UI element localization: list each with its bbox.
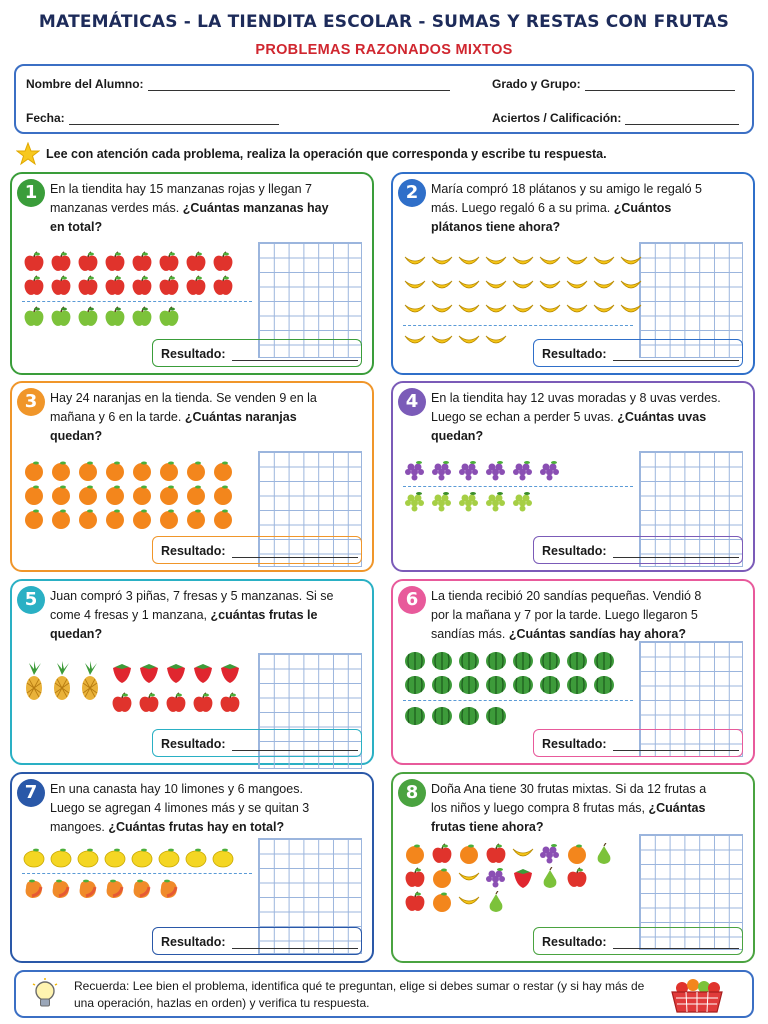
fruit-illustration [403,250,643,353]
result-label: Resultado: [542,347,607,361]
apple-red-icon [430,843,454,865]
problem-text [50,389,340,446]
problem-question: ¿Cuántos plátanos tiene ahora? [431,201,672,234]
mango-icon [22,878,46,900]
problem-statement: La tienda recibió 20 sandías pequeñas. Vendió 8 por la mañana y 7 por la tarde. Luego llegaron 5 sandías más. [431,589,702,641]
problem-text [50,180,340,237]
fruit-illustration [403,459,633,514]
banana-icon [619,251,643,273]
fruit-illustration [22,459,235,531]
apple-green-icon [49,306,73,328]
orange-icon [184,508,208,530]
lightbulb-icon [30,978,60,1017]
apple-red-icon [49,275,73,297]
apple-red-icon [484,843,508,865]
apple-green-icon [103,306,127,328]
orange-icon [211,508,235,530]
problem-question: ¿Cuántas sandías hay ahora? [508,627,686,641]
problem-statement: En la tiendita hay 15 manzanas rojas y llegan 7 manzanas verdes más. [50,182,312,215]
problem-statement: María compró 18 plátanos y su amigo le regaló 5 más. Luego regaló 6 a su prima. [431,182,702,215]
orange-icon [76,508,100,530]
page-title: MATEMÁTICAS - LA TIENDITA ESCOLAR - SUMAS Y RESTAS CON FRUTAS [38,12,730,32]
apple-red-icon [130,275,154,297]
problem-number-badge: 3 [17,388,45,416]
orange-icon [130,484,154,506]
fruit-illustration [403,649,633,728]
orange-icon [22,460,46,482]
apple-red-icon [403,891,427,913]
result-label: Resultado: [542,935,607,949]
banana-icon [511,275,535,297]
problem-number-badge: 7 [17,779,45,807]
student-name-label: Nombre del Alumno: [26,77,144,91]
banana-icon [592,275,616,297]
problem-question: ¿cuántas frutas le quedan? [50,608,318,641]
problem-text [50,780,340,837]
watermelon-icon [484,705,508,727]
orange-icon [76,484,100,506]
problem-card-2 [391,172,755,375]
pear-icon [484,891,508,913]
problem-card-3 [10,381,374,572]
grape-purple-icon [430,460,454,482]
watermelon-icon [457,705,481,727]
apple-red-icon [137,692,161,714]
lemon-icon [184,847,208,869]
orange-icon [403,843,427,865]
strawberry-icon [511,867,535,889]
grape-purple-icon [511,460,535,482]
pineapple-icon [50,661,74,706]
banana-icon [403,330,427,352]
apple-red-icon [184,251,208,273]
orange-icon [130,508,154,530]
apple-red-icon [403,867,427,889]
result-line[interactable] [613,740,739,751]
watermelon-icon [511,650,535,672]
problem-question: ¿Cuántas manzanas hay en total? [50,201,329,234]
score-label: Aciertos / Calificación: [492,111,622,125]
student-name-field[interactable] [26,77,450,91]
pineapple-icon [78,661,102,706]
banana-icon [403,275,427,297]
grape-purple-icon [538,460,562,482]
problem-question: ¿Cuántas frutas hay en total? [108,820,285,834]
result-label: Resultado: [161,347,226,361]
banana-icon [565,299,589,321]
apple-green-icon [76,306,100,328]
apple-red-icon [565,867,589,889]
problem-statement: Juan compró 3 piñas, 7 fresas y 5 manzanas. Si se come 4 fresas y 1 manzana, [50,589,334,622]
problem-text [431,780,721,837]
divider-line [403,700,633,701]
banana-icon [457,867,481,889]
banana-icon [484,275,508,297]
problem-question: ¿Cuántas naranjas quedan? [50,410,297,443]
banana-icon [430,251,454,273]
problem-statement: Doña Ana tiene 30 frutas mixtas. Si da 12 frutas a los niños y luego compra 8 frutas más, [431,782,707,815]
apple-red-icon [76,251,100,273]
mango-icon [49,878,73,900]
grape-purple-icon [403,460,427,482]
grape-purple-icon [484,460,508,482]
pear-icon [592,843,616,865]
watermelon-icon [538,650,562,672]
grape-green-icon [484,491,508,513]
fruit-illustration [22,250,252,329]
result-line[interactable] [232,938,358,949]
grape-green-icon [430,491,454,513]
orange-icon [130,460,154,482]
grade-group-field[interactable] [492,77,735,91]
reminder-box [14,970,754,1018]
result-field[interactable] [152,339,362,367]
lemon-icon [130,847,154,869]
strawberry-icon [110,662,134,684]
result-line[interactable] [232,740,358,751]
grade-group-label: Grado y Grupo: [492,77,581,91]
problem-card-8 [391,772,755,963]
apple-red-icon [103,275,127,297]
orange-icon [49,484,73,506]
fruit-illustration [22,846,252,901]
problem-question: ¿Cuántas uvas quedan? [431,410,707,443]
apple-red-icon [164,692,188,714]
grape-purple-icon [484,867,508,889]
problem-card-1 [10,172,374,375]
page-subtitle: PROBLEMAS RAZONADOS MIXTOS [255,42,513,58]
banana-icon [592,251,616,273]
banana-icon [430,330,454,352]
divider-line [403,325,633,326]
mango-icon [103,878,127,900]
result-label: Resultado: [161,737,226,751]
problem-number-badge: 2 [398,179,426,207]
lemon-icon [49,847,73,869]
date-field[interactable] [26,111,279,125]
mango-icon [157,878,181,900]
banana-icon [403,299,427,321]
orange-icon [103,484,127,506]
lemon-icon [157,847,181,869]
orange-icon [430,891,454,913]
banana-icon [457,891,481,913]
apple-red-icon [49,251,73,273]
problem-number-badge: 6 [398,586,426,614]
apple-red-icon [110,692,134,714]
student-info-box [14,64,754,134]
result-line[interactable] [232,547,358,558]
watermelon-icon [592,650,616,672]
result-field[interactable] [152,536,362,564]
lemon-icon [103,847,127,869]
problem-text [431,389,721,446]
problem-number-badge: 5 [17,586,45,614]
divider-line [22,301,252,302]
apple-green-icon [22,306,46,328]
problem-text [431,587,721,644]
result-label: Resultado: [542,737,607,751]
result-field[interactable] [533,927,743,955]
watermelon-icon [592,674,616,696]
apple-red-icon [191,692,215,714]
orange-icon [76,460,100,482]
result-label: Resultado: [161,935,226,949]
watermelon-icon [403,650,427,672]
watermelon-icon [457,674,481,696]
watermelon-icon [484,674,508,696]
fruit-illustration [403,842,616,914]
grape-green-icon [457,491,481,513]
problem-number-badge: 4 [398,388,426,416]
watermelon-icon [565,650,589,672]
orange-icon [49,508,73,530]
orange-icon [565,843,589,865]
orange-icon [184,484,208,506]
problem-statement: En una canasta hay 10 limones y 6 mangoes. Luego se agregan 4 limones más y se quitan 3 mangoes. [50,782,310,834]
watermelon-icon [565,674,589,696]
problem-text [431,180,721,237]
strawberry-icon [164,662,188,684]
problem-card-6 [391,579,755,765]
orange-icon [22,508,46,530]
banana-icon [484,299,508,321]
orange-icon [157,460,181,482]
mango-icon [130,878,154,900]
watermelon-icon [511,674,535,696]
instructions [14,142,754,166]
strawberry-icon [218,662,242,684]
apple-red-icon [103,251,127,273]
banana-icon [565,275,589,297]
banana-icon [538,275,562,297]
banana-icon [430,299,454,321]
problem-number-badge: 8 [398,779,426,807]
banana-icon [457,299,481,321]
apple-red-icon [22,275,46,297]
reminder-text: Recuerda: Lee bien el problema, identifica qué te preguntan, elige si debes sumar o restar (y si hay más de una operación, hazlas en orden) y verifica tu respuesta. [74,979,645,1010]
watermelon-icon [403,705,427,727]
problem-card-4 [391,381,755,572]
score-field[interactable] [492,111,739,125]
pineapple-icon [22,661,46,706]
problem-card-5 [10,579,374,765]
lemon-icon [76,847,100,869]
orange-icon [22,484,46,506]
fruit-basket-icon [668,976,726,1019]
orange-icon [49,460,73,482]
banana-icon [511,299,535,321]
result-line[interactable] [613,547,739,558]
apple-green-icon [130,306,154,328]
mango-icon [76,878,100,900]
apple-red-icon [130,251,154,273]
watermelon-icon [538,674,562,696]
orange-icon [103,508,127,530]
orange-icon [103,460,127,482]
apple-red-icon [211,275,235,297]
problem-card-7 [10,772,374,963]
strawberry-icon [191,662,215,684]
orange-icon [430,867,454,889]
banana-icon [484,330,508,352]
apple-red-icon [157,275,181,297]
banana-icon [538,299,562,321]
watermelon-icon [430,650,454,672]
banana-icon [457,251,481,273]
problem-statement: En la tiendita hay 12 uvas moradas y 8 uvas verdes. Luego se echan a perder 5 uvas. [431,391,721,424]
result-field[interactable] [533,729,743,757]
banana-icon [565,251,589,273]
result-field[interactable] [152,729,362,757]
result-label: Resultado: [161,544,226,558]
lemon-icon [22,847,46,869]
banana-icon [484,251,508,273]
grape-green-icon [511,491,535,513]
apple-red-icon [184,275,208,297]
result-field[interactable] [533,536,743,564]
grape-green-icon [403,491,427,513]
date-label: Fecha: [26,111,65,125]
strawberry-icon [137,662,161,684]
problem-text [50,587,340,644]
problem-question: ¿Cuántas frutas tiene ahora? [431,801,706,834]
instructions-text: Lee con atención cada problema, realiza la operación que corresponda y escribe tu respuesta. [46,147,607,161]
orange-icon [184,460,208,482]
apple-green-icon [157,306,181,328]
fruit-illustration [22,661,242,715]
grape-purple-icon [538,843,562,865]
banana-icon [457,330,481,352]
watermelon-icon [403,674,427,696]
banana-icon [403,251,427,273]
result-label: Resultado: [542,544,607,558]
apple-red-icon [22,251,46,273]
orange-icon [457,843,481,865]
grape-purple-icon [457,460,481,482]
apple-red-icon [76,275,100,297]
apple-red-icon [157,251,181,273]
orange-icon [211,460,235,482]
orange-icon [157,508,181,530]
banana-icon [511,251,535,273]
pear-icon [538,867,562,889]
banana-icon [538,251,562,273]
result-line[interactable] [613,938,739,949]
lemon-icon [211,847,235,869]
banana-icon [457,275,481,297]
result-line[interactable] [232,350,358,361]
problem-number-badge: 1 [17,179,45,207]
apple-red-icon [218,692,242,714]
apple-red-icon [211,251,235,273]
watermelon-icon [430,705,454,727]
banana-icon [619,275,643,297]
watermelon-icon [484,650,508,672]
divider-line [22,873,252,874]
banana-icon [592,299,616,321]
watermelon-icon [430,674,454,696]
orange-icon [211,484,235,506]
banana-icon [430,275,454,297]
orange-icon [157,484,181,506]
problem-statement: Hay 24 naranjas en la tienda. Se venden 9 en la mañana y 6 en la tarde. [50,391,317,424]
divider-line [403,486,633,487]
result-field[interactable] [152,927,362,955]
star-icon [16,142,40,171]
banana-icon [511,843,535,865]
watermelon-icon [457,650,481,672]
banana-icon [619,299,643,321]
